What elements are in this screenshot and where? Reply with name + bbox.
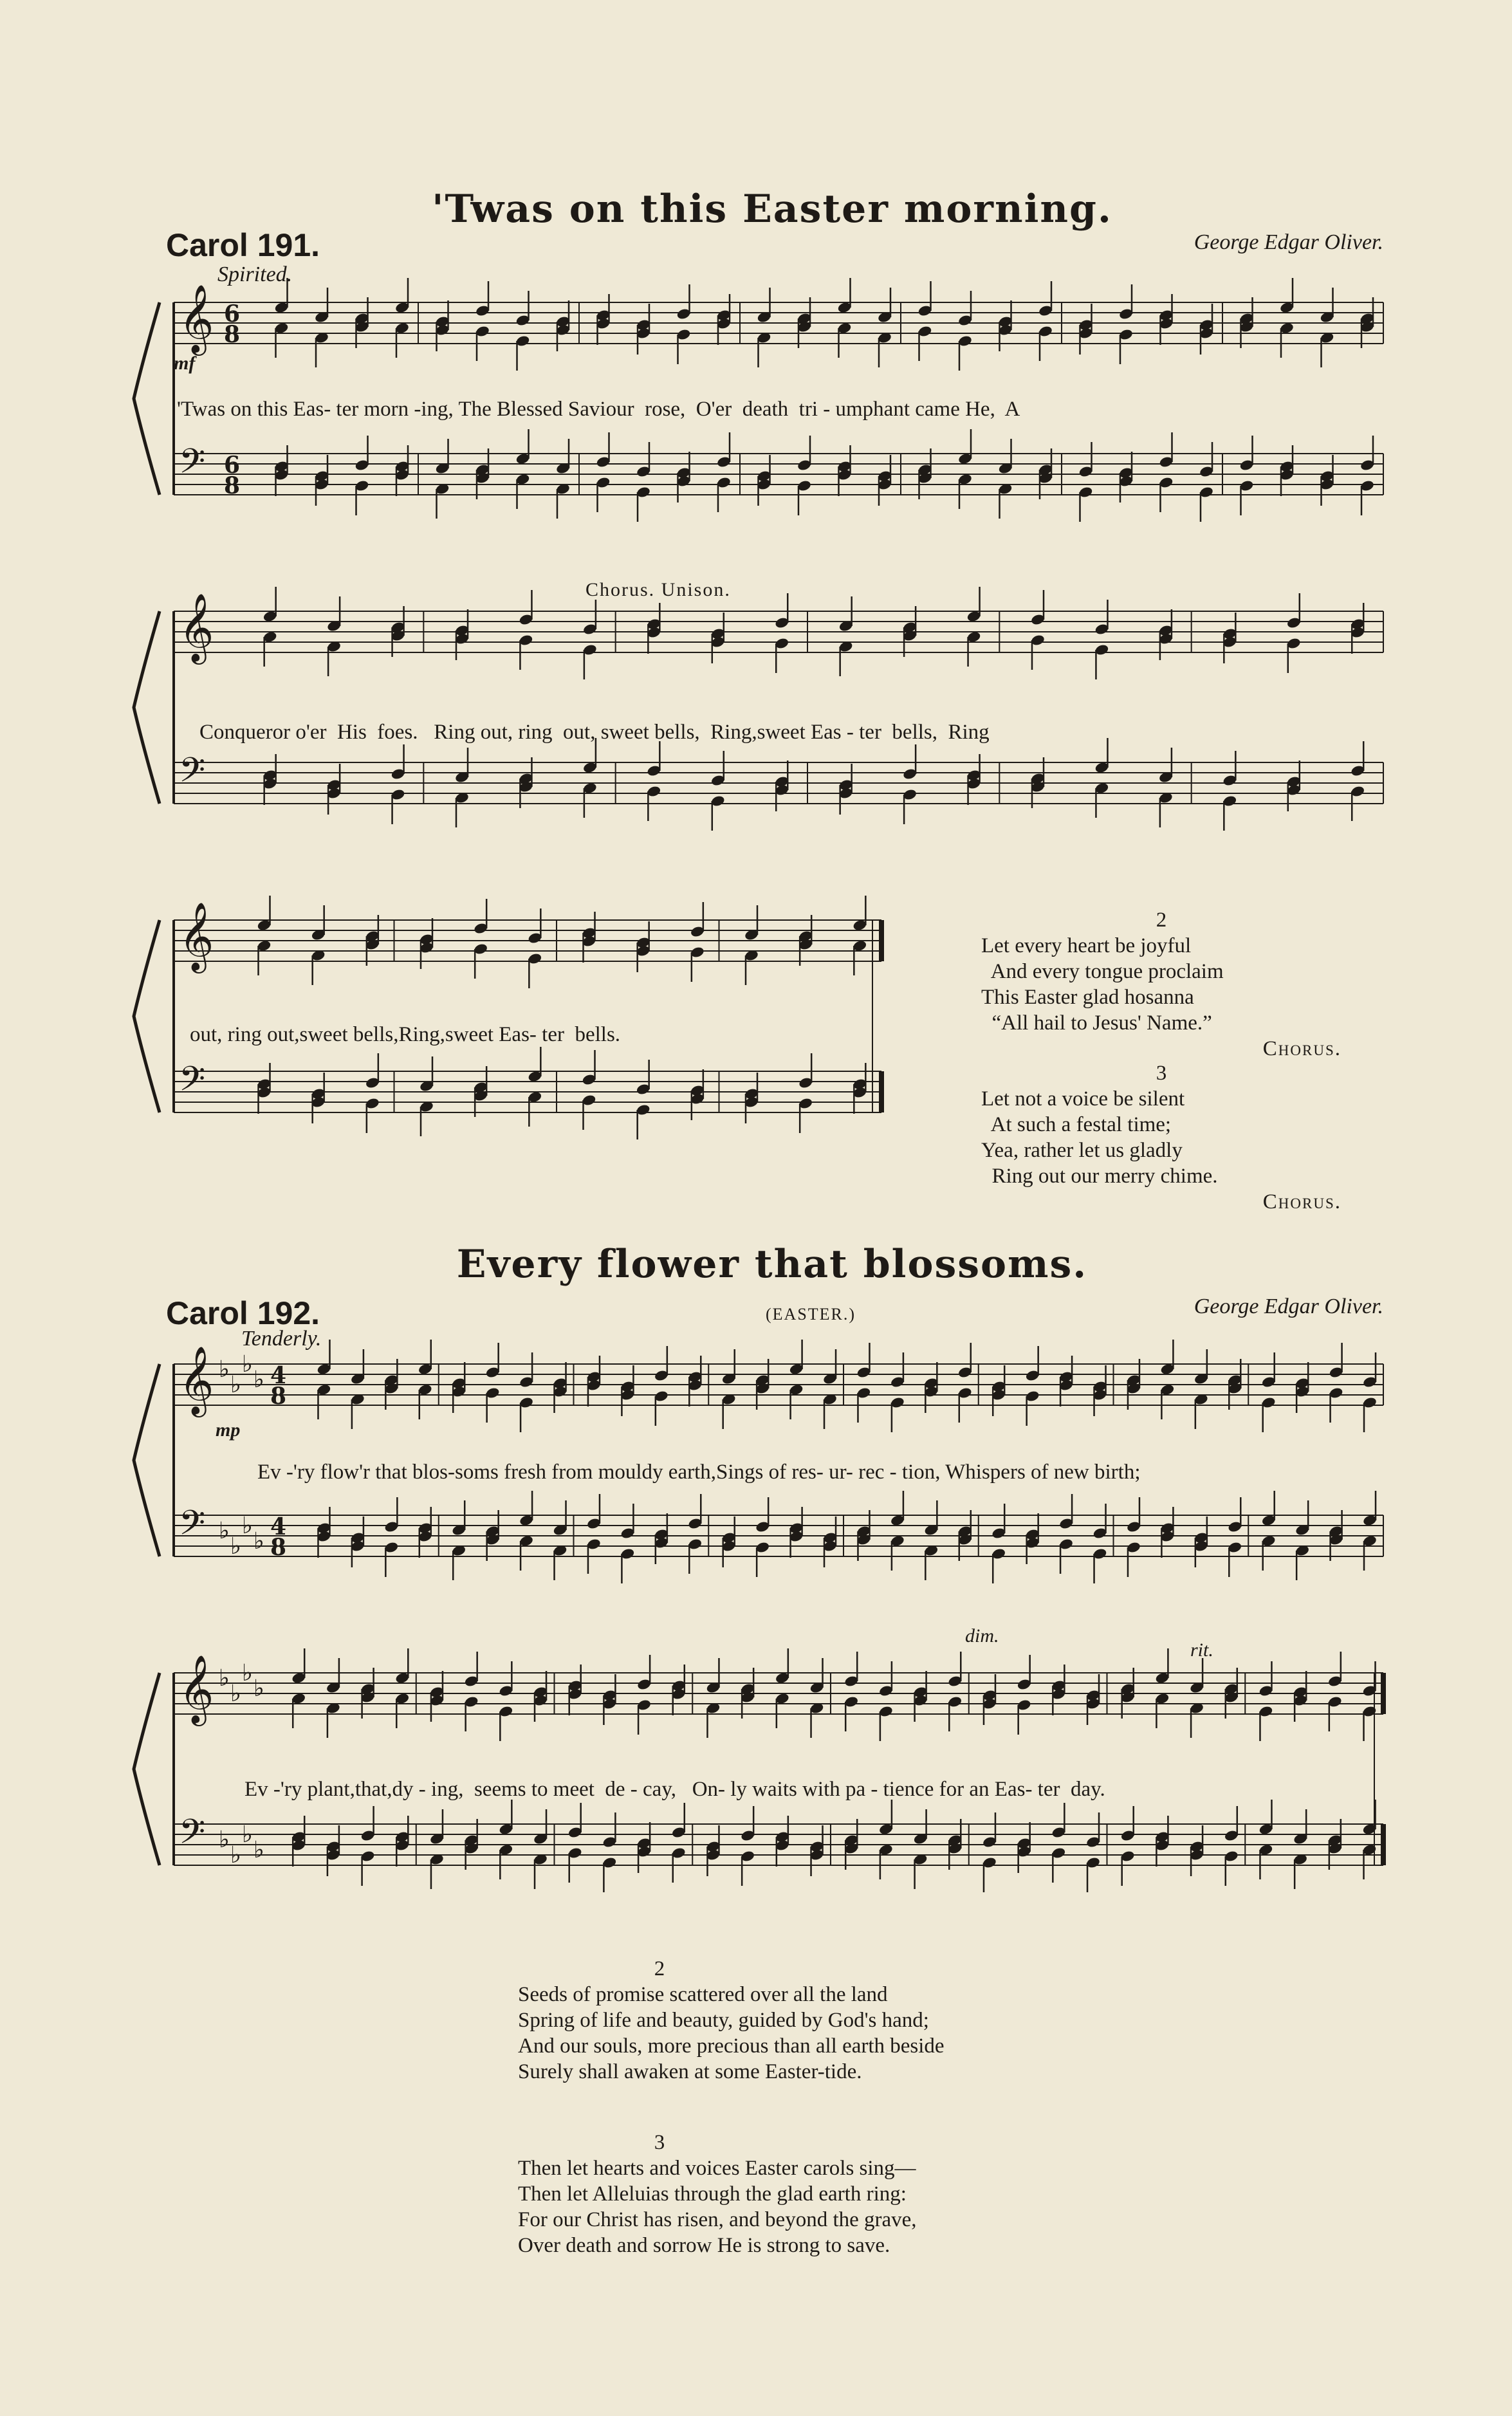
carol-192-dim-marking: dim. bbox=[965, 1625, 999, 1646]
time-signature-bottom: 8 bbox=[224, 321, 241, 348]
verse-line: Then let hearts and voices Easter carols sing— bbox=[518, 2157, 916, 2180]
verse-line: Let every heart be joyful bbox=[981, 934, 1192, 957]
carol-192-system-2 bbox=[135, 1654, 1409, 1937]
carol-191-lyrics-line-2: Conqueror o'er His foes. Ring out, ring out, sweet bells, Ring,sweet Eas - ter bells, Ring bbox=[199, 721, 990, 744]
verse-number: 2 bbox=[1156, 908, 1167, 932]
verse-line: This Easter glad hosanna bbox=[981, 986, 1194, 1009]
verse-number: 3 bbox=[654, 2131, 665, 2154]
verse-line: Ring out our merry chime. bbox=[981, 1165, 1218, 1188]
carol-192-tempo: Tenderly. bbox=[241, 1327, 322, 1351]
flat-sign-icon: ♭ bbox=[242, 1351, 253, 1378]
time-signature-top: 4 bbox=[270, 1513, 287, 1540]
staff-brace bbox=[134, 920, 160, 1112]
carol-192-number: Carol 192. bbox=[166, 1295, 320, 1331]
verse-line: Let not a voice be silent bbox=[981, 1087, 1185, 1111]
carol-191-lyrics-line-1: 'Twas on this Eas- ter morn -ing, The Blessed Saviour rose, O'er death tri - umphant came He, A bbox=[177, 398, 1020, 421]
verse-number: 3 bbox=[1156, 1062, 1167, 1085]
staff-brace bbox=[134, 611, 160, 804]
flat-sign-icon: ♭ bbox=[254, 1675, 264, 1702]
carol-192-title: Every flower that blossoms. bbox=[456, 1242, 1088, 1287]
carol-191-system-1 bbox=[135, 284, 1409, 566]
flat-sign-icon: ♭ bbox=[254, 1367, 264, 1393]
bass-clef-icon: 𝄢 bbox=[179, 751, 206, 798]
flat-sign-icon: ♭ bbox=[219, 1827, 230, 1853]
carol-191-lyrics-line-3: out, ring out,sweet bells,Ring,sweet Eas- ter bells. bbox=[190, 1023, 621, 1046]
verse-line: And our souls, more precious than all earth beside bbox=[518, 2034, 945, 2058]
hymnal-page bbox=[135, 148, 1409, 2291]
carol-191-tempo: Spirited. bbox=[217, 263, 293, 286]
treble-clef-icon: 𝄞 bbox=[179, 593, 214, 661]
staff-brace bbox=[134, 302, 160, 495]
time-signature-bottom: 8 bbox=[270, 1534, 287, 1561]
staff-brace bbox=[134, 1364, 160, 1556]
carol-191-composer: George Edgar Oliver. bbox=[1194, 230, 1383, 254]
staff-brace bbox=[134, 1673, 160, 1865]
carol-192-lyrics-line-1: Ev -'ry flow'r that blos-soms fresh from mouldy earth,Sings of res- ur- rec - tion, Whispers of new birth; bbox=[257, 1461, 1141, 1484]
bass-clef-icon: 𝄢 bbox=[179, 1060, 206, 1107]
flat-sign-icon: ♭ bbox=[219, 1665, 230, 1692]
carol-191-number: Carol 191. bbox=[166, 227, 320, 263]
flat-sign-icon: ♭ bbox=[242, 1513, 253, 1539]
carol-192-subtitle: (EASTER.) bbox=[766, 1305, 856, 1323]
bass-clef-icon: 𝄢 bbox=[179, 442, 206, 490]
carol-192-verse-3 bbox=[518, 2130, 1161, 2258]
treble-clef-icon: 𝄞 bbox=[179, 284, 214, 353]
carol-192-system-1 bbox=[135, 1345, 1409, 1628]
carol-192-dynamic: mp bbox=[216, 1419, 241, 1441]
verse-line: Surely shall awaken at some Easter-tide. bbox=[518, 2060, 862, 2083]
verse-line: For our Christ has risen, and beyond the grave, bbox=[518, 2208, 917, 2231]
carol-192-composer: George Edgar Oliver. bbox=[1194, 1295, 1383, 1318]
verse-line: At such a festal time; bbox=[981, 1113, 1172, 1136]
flat-sign-icon: ♭ bbox=[242, 1660, 253, 1686]
flat-sign-icon: ♭ bbox=[230, 1372, 241, 1398]
verse-line: “All hail to Jesus' Name.” bbox=[981, 1011, 1212, 1035]
carol-191-system-3 bbox=[135, 901, 907, 1184]
carol-191-chorus-label: Chorus. Unison. bbox=[585, 579, 731, 600]
carol-192-lyrics-line-2: Ev -'ry plant,that,dy - ing, seems to meet de - cay, On- ly waits with pa - tience for an Eas- ter day. bbox=[244, 1778, 1105, 1801]
flat-sign-icon: ♭ bbox=[219, 1356, 230, 1383]
flat-sign-icon: ♭ bbox=[230, 1681, 241, 1707]
verse-line: Yea, rather let us gladly bbox=[981, 1139, 1183, 1162]
carol-191-dynamic: mf bbox=[174, 353, 196, 374]
time-signature-bottom: 8 bbox=[224, 472, 241, 499]
carol-191-verse-2 bbox=[981, 907, 1341, 1062]
time-signature-top: 4 bbox=[270, 1362, 287, 1389]
verse-line: Over death and sorrow He is strong to save. bbox=[518, 2234, 890, 2257]
flat-sign-icon: ♭ bbox=[219, 1518, 230, 1544]
bass-clef-icon: 𝄢 bbox=[179, 1812, 206, 1860]
flat-sign-icon: ♭ bbox=[254, 1837, 264, 1863]
carol-191-title: 'Twas on this Easter morning. bbox=[432, 187, 1112, 232]
flat-sign-icon: ♭ bbox=[254, 1528, 264, 1554]
bass-clef-icon: 𝄢 bbox=[179, 1504, 206, 1551]
carol-192-rit-marking: rit. bbox=[1190, 1639, 1213, 1661]
flat-sign-icon: ♭ bbox=[230, 1842, 241, 1868]
verse-chorus-marker: Chorus. bbox=[1262, 1190, 1341, 1213]
time-signature-bottom: 8 bbox=[270, 1383, 287, 1410]
flat-sign-icon: ♭ bbox=[242, 1821, 253, 1848]
verse-chorus-marker: Chorus. bbox=[1262, 1037, 1341, 1060]
verse-number: 2 bbox=[654, 1957, 665, 1980]
carol-191-verse-3 bbox=[981, 1060, 1341, 1215]
treble-clef-icon: 𝄞 bbox=[179, 1654, 214, 1723]
flat-sign-icon: ♭ bbox=[230, 1533, 241, 1560]
time-signature-top: 6 bbox=[224, 300, 241, 327]
time-signature-top: 6 bbox=[224, 452, 241, 479]
verse-line: Then let Alleluias through the glad earth ring: bbox=[518, 2182, 907, 2206]
treble-clef-icon: 𝄞 bbox=[179, 901, 214, 970]
verse-line: Seeds of promise scattered over all the land bbox=[518, 1983, 888, 2006]
verse-line: Spring of life and beauty, guided by God's hand; bbox=[518, 2009, 929, 2032]
treble-clef-icon: 𝄞 bbox=[179, 1345, 214, 1414]
carol-192-verse-2 bbox=[518, 1956, 1161, 2085]
verse-line: And every tongue proclaim bbox=[981, 960, 1224, 983]
